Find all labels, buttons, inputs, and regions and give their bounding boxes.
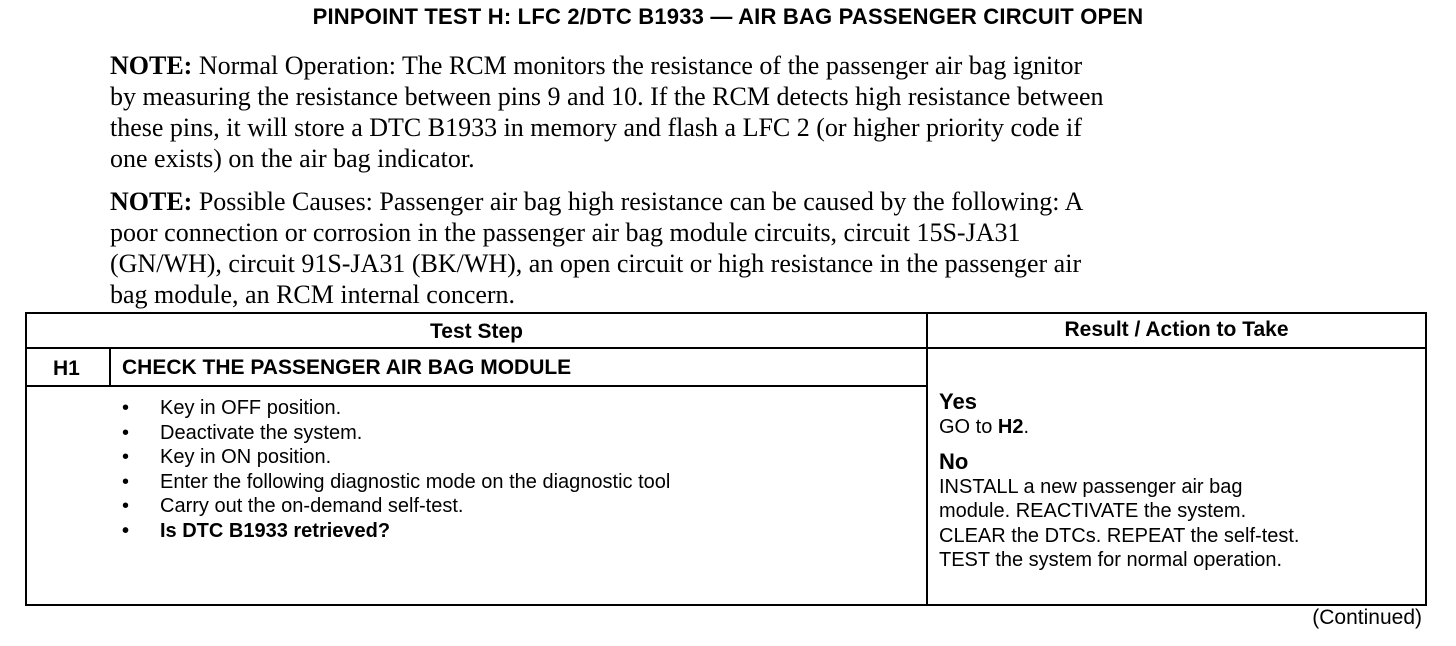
no-action-line: INSTALL a new passenger air bag (939, 475, 1243, 498)
no-action-line: TEST the system for normal operation. (939, 549, 1283, 571)
no-label: No (939, 449, 969, 474)
note-line: poor connection or corrosion in the passenger air bag module circuits, circuit 15S-JA31 (110, 218, 1021, 247)
continued-label: (Continued) (1312, 606, 1422, 629)
note-line: (GN/WH), circuit 91S-JA31 (BK/WH), an open circuit or high resistance in the passenger air (110, 249, 1082, 278)
step-instructions (122, 396, 670, 543)
list-item: • Carry out the on-demand self-test. (122, 494, 670, 519)
note-line: bag module, an RCM internal concern. (110, 280, 516, 309)
header-divider (27, 347, 1425, 349)
result-yes (939, 390, 1029, 439)
note-line: by measuring the resistance between pins 9 and 10. If the RCM detects high resistance between (110, 82, 1104, 111)
list-item-question: • Is DTC B1933 retrieved? (122, 519, 670, 544)
list-item: • Deactivate the system. (122, 421, 670, 446)
note-line: NOTE: Possible Causes: Passenger air bag high resistance can be caused by the following: A (110, 187, 1084, 216)
no-action-line: module. REACTIVATE the system. (939, 500, 1247, 522)
step-id: H1 (53, 357, 80, 380)
note-label: NOTE: (110, 51, 193, 80)
list-item: • Key in ON position. (122, 445, 670, 470)
no-action-line: CLEAR the DTCs. REPEAT the self-test. (939, 524, 1300, 547)
list-item: • Enter the following diagnostic mode on the diagnostic tool (122, 470, 670, 495)
note-line: NOTE: Normal Operation: The RCM monitors the resistance of the passenger air bag ignitor (110, 51, 1083, 80)
note-line: one exists) on the air bag indicator. (110, 144, 475, 173)
test-step-table (25, 312, 1427, 606)
step-row-divider (27, 385, 926, 387)
yes-label: Yes (939, 389, 977, 414)
note-possible-causes (110, 186, 1340, 310)
page-title: PINPOINT TEST H: LFC 2/DTC B1933 — AIR BAG PASSENGER CIRCUIT OPEN (312, 4, 1144, 29)
yes-action: GO to H2. (939, 415, 1030, 438)
header-result-action: Result / Action to Take (1064, 318, 1289, 341)
result-no (939, 450, 1300, 573)
step-title: CHECK THE PASSENGER AIR BAG MODULE (122, 356, 572, 379)
note-line: these pins, it will store a DTC B1933 in memory and flash a LFC 2 (or higher priority code if (110, 113, 1082, 142)
list-item: • Key in OFF position. (122, 396, 670, 421)
note-normal-operation (110, 50, 1340, 174)
column-divider (926, 314, 928, 604)
step-id-divider (109, 349, 111, 385)
header-test-step: Test Step (430, 320, 523, 343)
note-label: NOTE: (110, 187, 193, 216)
